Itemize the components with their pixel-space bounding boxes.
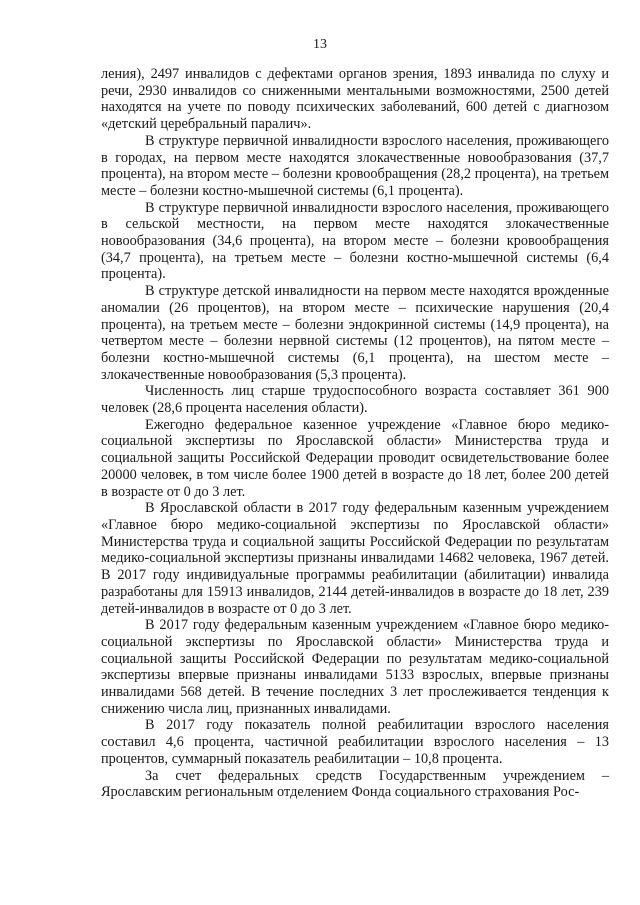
paragraph-5: Численность лиц старше трудоспособного возраста составляет 361 900 человек (28,6 процента населения области).	[101, 383, 609, 417]
document-body	[101, 66, 609, 801]
paragraph-10: За счет федеральных средств Государственным учреждением – Ярославским региональным отделением Фонда социального страхования Рос-	[101, 767, 609, 801]
page-number: 13	[313, 37, 327, 52]
paragraph-2: В структуре первичной инвалидности взрослого населения, проживающего в городах, на первом месте находятся злокачественные новообразования (37,7 процента), на втором месте – болезни кровообращения (28,2 процента), на третьем месте – болезни костно-мышечной системы (6,1 процента).	[101, 132, 609, 199]
paragraph-7: В Ярославской области в 2017 году федеральным казенным учреждением «Главное бюро медико-социальной экспертизы по Ярославской области» Министерства труда и социальной защиты Российской Федерации по результатам медико-социальной экспертизы признаны инвалидами 14682 человека, 1967 детей. В 2017 году индивидуальные программы реабилитации (абилитации) инвалида разработаны для 15913 инвалидов, 2144 детей-инвалидов в возрасте до 18 лет, 239 детей-инвалидов в возрасте от 0 до 3 лет.	[101, 500, 609, 617]
paragraph-6: Ежегодно федеральное казенное учреждение «Главное бюро медико-социальной экспертизы по Ярославской области» Министерства труда и социальной защиты Российской Федерации проводит освидетельствование более 20000 человек, в том числе более 1900 детей в возрасте до 18 лет, более 200 детей в возрасте от 0 до 3 лет.	[101, 416, 609, 500]
paragraph-9: В 2017 году показатель полной реабилитации взрослого населения составил 4,6 процента, частичной реабилитации взрослого населения – 13 процентов, суммарный показатель реабилитации – 10,8 процента.	[101, 717, 609, 767]
paragraph-3: В структуре первичной инвалидности взрослого населения, проживающего в сельской местности, на первом месте находятся злокачественные новообразования (34,6 процента), на втором месте – болезни кровообращения (34,7 процента), на третьем месте – болезни костно-мышечной системы (6,4 процента).	[101, 199, 609, 283]
paragraph-8: В 2017 году федеральным казенным учреждением «Главное бюро медико-социальной экспертизы по Ярославской области» Министерства труда и социальной защиты Российской Федерации по результатам медико-социальной экспертизы впервые признаны инвалидами 5133 взрослых, впервые признаны инвалидами 568 детей. В течение последних 3 лет прослеживается тенденция к снижению числа лиц, признанных инвалидами.	[101, 617, 609, 717]
paragraph-4: В структуре детской инвалидности на первом месте находятся врожденные аномалии (26 процентов), на втором месте – психические нарушения (20,4 процента), на третьем месте – болезни эндокринной системы (14,9 процента), на четвертом месте – болезни нервной системы (12 процентов), на пятом месте – болезни костно-мышечной системы (6,1 процента), на шестом месте – злокачественные новообразования (5,3 процента).	[101, 283, 609, 383]
paragraph-1: ления), 2497 инвалидов с дефектами органов зрения, 1893 инвалида по слуху и речи, 2930 инвалидов со сниженными ментальными возможностями, 2500 детей находятся на учете по поводу психических заболеваний, 600 детей с диагнозом «детский церебральный паралич».	[101, 66, 609, 133]
